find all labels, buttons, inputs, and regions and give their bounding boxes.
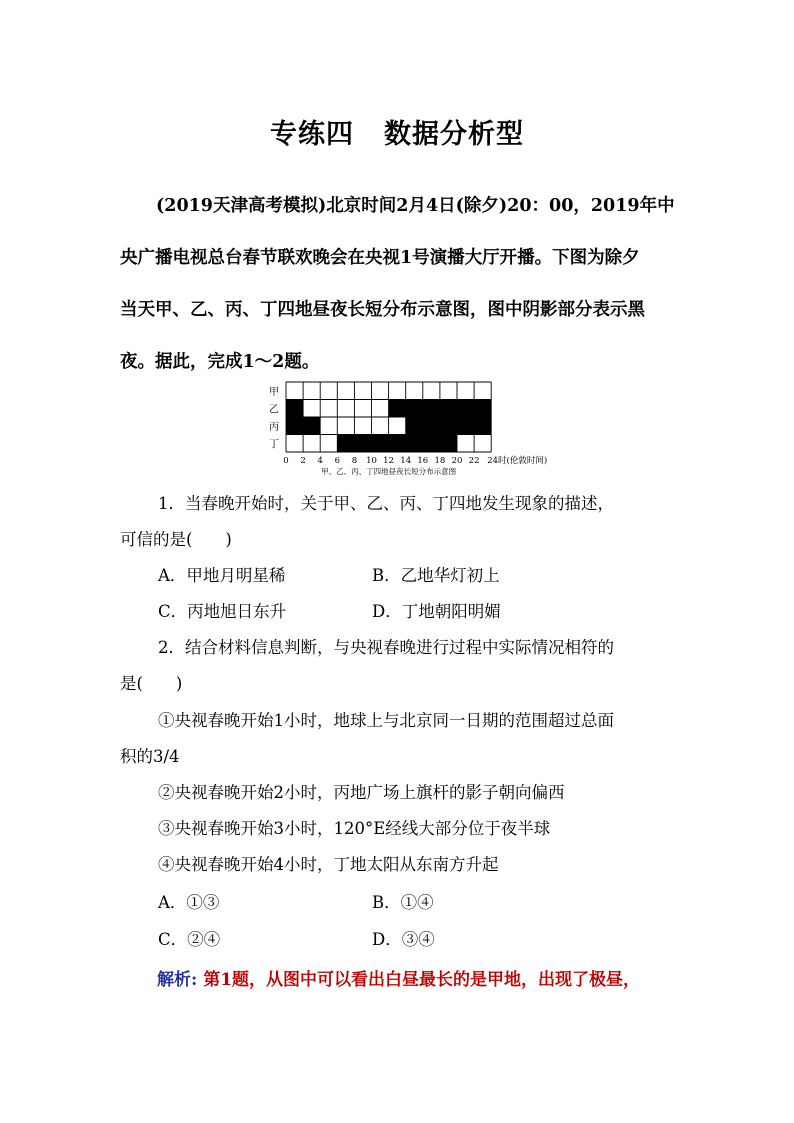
x-tick-label: 22 (468, 456, 480, 466)
q2-stem-cont: 是( ) (120, 674, 183, 693)
q2-option-d: D．③④ (372, 930, 435, 949)
night-bar (337, 435, 457, 453)
x-tick-label: 2 (300, 456, 306, 466)
x-tick-label: 10 (366, 456, 377, 466)
q1-option-d: D．丁地朝阳明媚 (372, 602, 501, 621)
x-tick-label: 12 (383, 456, 395, 466)
q2-statement-2: ②央视春晚开始2小时，丙地广场上旗杆的影子朝向偏西 (158, 783, 565, 802)
q2-option-a: A．①③ (158, 893, 220, 912)
q1-option-a: A．甲地月明星稀 (158, 566, 286, 585)
intro-line: (2019天津高考模拟)北京时间2月4日(除夕)20：00，2019年中 (156, 196, 675, 216)
q2-option-b: B．①④ (372, 893, 434, 912)
q2-option-c: C．②④ (158, 930, 221, 949)
q1-stem-cont: 可信的是( ) (120, 530, 232, 549)
q2-statement-3: ③央视春晚开始3小时，120°E经线大部分位于夜半球 (158, 819, 551, 838)
chart-title: 甲、乙、丙、丁四地昼夜长短分布示意图 (321, 467, 457, 476)
title-left: 专练四 (270, 119, 354, 150)
q2-statement-1: ①央视春晚开始1小时，地球上与北京同一日期的范围超过总面 (158, 711, 614, 730)
x-tick-label: 8 (351, 456, 358, 466)
intro-line: 当天甲、乙、丙、丁四地昼夜长短分布示意图，图中阴影部分表示黑 (120, 300, 645, 320)
x-tick-label: 6 (334, 456, 341, 466)
night-bar (406, 417, 492, 435)
row-label: 乙 (269, 404, 279, 416)
intro-line: 央广播电视总台春节联欢晚会在央视1号演播大厅开播。下图为除夕 (120, 248, 640, 268)
x-tick-label: 4 (317, 456, 323, 466)
x-tick-label: 0 (283, 456, 289, 466)
analysis-text: 第1题，从图中可以看出白昼最长的是甲地，出现了极昼， (203, 970, 641, 990)
row-label: 丁 (269, 439, 279, 451)
row-label: 丙 (269, 421, 279, 433)
row-label: 甲 (269, 386, 279, 398)
q2-statement-1-cont: 积的3/4 (120, 747, 180, 766)
x-axis-label: 24时(伦敦时间) (487, 456, 548, 466)
x-tick-label: 20 (451, 456, 463, 466)
q1-stem: 1．当春晚开始时，关于甲、乙、丙、丁四地发生现象的描述， (158, 494, 614, 513)
day-night-chart (262, 378, 572, 478)
q1-option-c: C．丙地旭日东升 (158, 602, 287, 621)
night-bar (286, 400, 303, 418)
title-right: 数据分析型 (384, 119, 524, 150)
q2-stem: 2．结合材料信息判断，与央视春晚进行过程中实际情况相符的 (158, 638, 614, 657)
analysis-line: 解析: 第1题，从图中可以看出白昼最长的是甲地，出现了极昼， (157, 970, 641, 990)
page-title (0, 112, 794, 151)
x-tick-label: 18 (434, 456, 446, 466)
q1-option-b: B．乙地华灯初上 (372, 566, 500, 585)
x-tick-label: 16 (417, 456, 429, 466)
q2-statement-4: ④央视春晚开始4小时，丁地太阳从东南方升起 (158, 855, 499, 874)
analysis-label: 解析 (157, 970, 191, 990)
intro-paragraph (120, 180, 680, 388)
x-tick-label: 14 (400, 456, 412, 466)
intro-line: 夜。据此，完成1～2题。 (120, 352, 320, 372)
